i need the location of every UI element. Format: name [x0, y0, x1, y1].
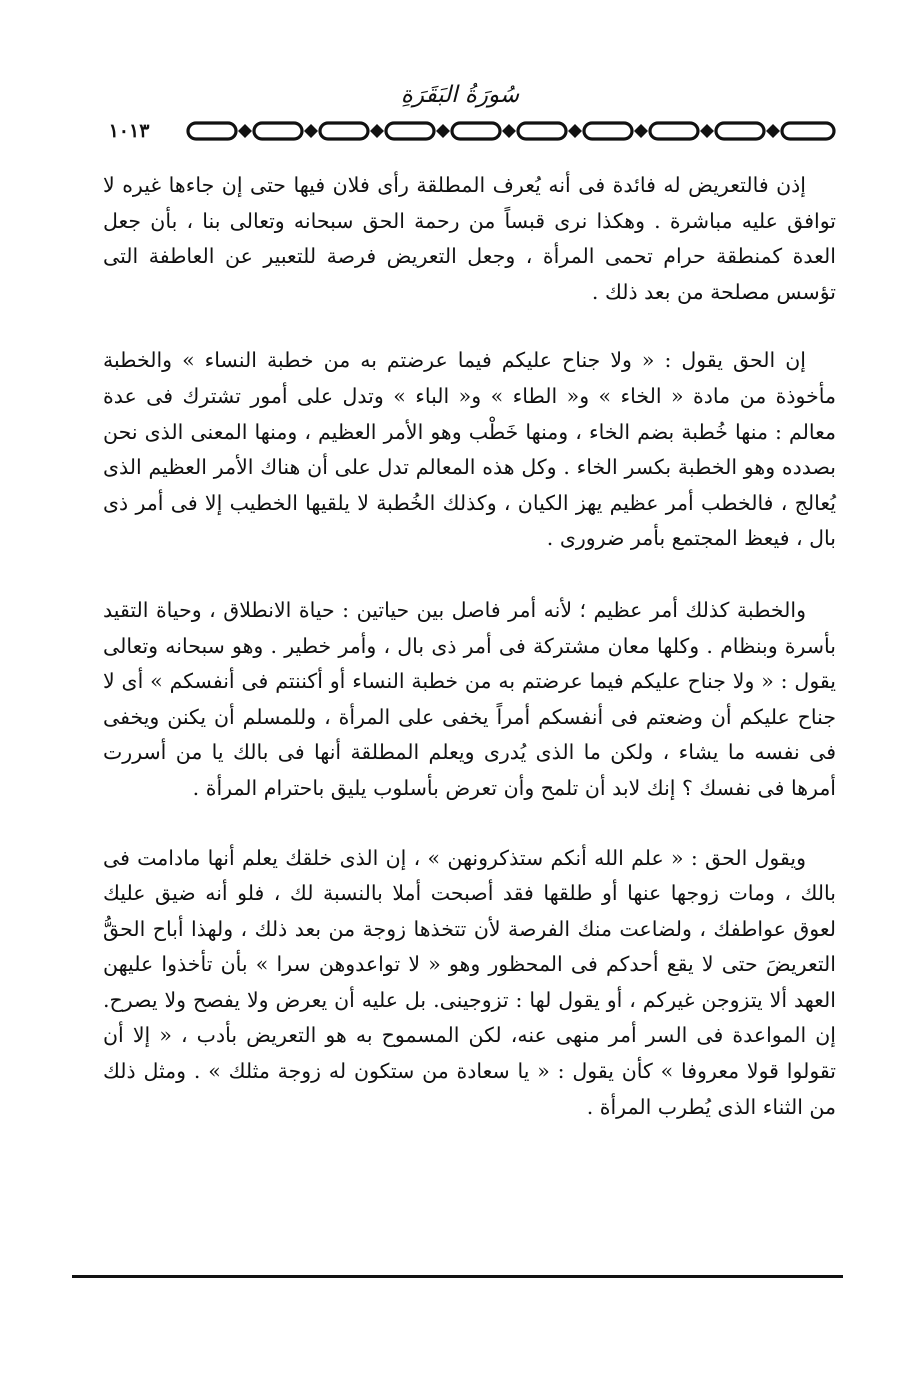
body-text [103, 168, 836, 1125]
bottom-divider [72, 1275, 843, 1278]
decorative-chain-border [72, 114, 842, 148]
page-number: ١٠١٣ [74, 114, 184, 148]
paragraph-4: ويقول الحق : « علم الله أنكم ستذكرونهن » ، إن الذى خلقك يعلم أنها مادامت فى بالك ، ومات زوجها عنها أو طلقها فقد أصبحت أملا بالنسبة لك ، فلو أنه ضيق عليك لعوق عواطفك ، ولضاعت منك الفرصة لأن تتخذها زوجة من بعد ذلك ، ولهذا أباح الحقُّ التعريضَ حتى لا يقع أحدكم فى المحظور وهو « لا تواعدوهن سرا » بأن تأخذوا عليهن العهد ألا يتزوجن غيركم ، أو يقول لها : تزوجينى. بل عليه أن يعرض ولا يفصح ولا يصرح. إن المواعدة فى السر أمر منهى عنه، لكن المسموح به هو التعريض بأدب ، « إلا أن تقولوا قولا معروفا » كأن يقول : « يا سعادة من ستكون له زوجة مثلك » . ومثل ذلك من الثناء الذى يُطرب المرأة . [103, 845, 836, 1119]
paragraph-1: إذن فالتعريض له فائدة فى أنه يُعرف المطلقة رأى فلان فيها حتى إن جاءها غيره لا توافق عليه مباشرة . وهكذا نرى قبساً من رحمة الحق سبحانه وتعالى بنا ، بأن جعل العدة كمنطقة حرام تحمى المرأة ، وجعل التعريض فرصة للتعبير عن العاطفة التى تؤسس مصلحة من بعد ذلك . [103, 173, 836, 304]
surah-title: سُورَةُ البَقَرَةِ [400, 82, 520, 108]
paragraph-3: والخطبة كذلك أمر عظيم ؛ لأنه أمر فاصل بين حياتين : حياة الانطلاق ، وحياة التقيد بأسرة وبنظام . وكلها معان مشتركة فى أمر ذى بال ، وأمر خطير . وهو سبحانه وتعالى يقول : « ولا جناح عليكم فيما عرضتم به من خطبة النساء أو أكننتم فى أنفسكم » أى لا جناح عليكم أن وضعتم فى أنفسكم أمراً يخفى على المرأة ، وللمسلم أن يكنن ويخفى فى نفسه ما يشاء ، ولكن ما الذى يُدرى ويعلم المطلقة أنها فى بالك يا من أسررت أمرها فى نفسك ؟ إنك لابد أن تلمح وأن تعرض بأسلوب يليق باحترام المرأة . [103, 597, 836, 800]
paragraph-2: إن الحق يقول : « ولا جناح عليكم فيما عرضتم به من خطبة النساء » والخطبة مأخوذة من مادة « الخاء » و« الطاء » و« الباء » وتدل على أمور تشترك فى عدة معالم : منها خُطبة بضم الخاء ، ومنها خَطْب وهو الأمر العظيم ، ومنها المعنى الذى نحن بصدده وهو الخطبة بكسر الخاء . وكل هذه المعالم تدل على أن هناك الأمر العظيم الذى يُعالج ، فالخطب أمر عظيم يهز الكيان ، وكذلك الخُطبة لا يلقيها الخطيب إلا فى أمر ذى بال ، فيعظ المجتمع بأمر ضرورى . [103, 348, 836, 551]
